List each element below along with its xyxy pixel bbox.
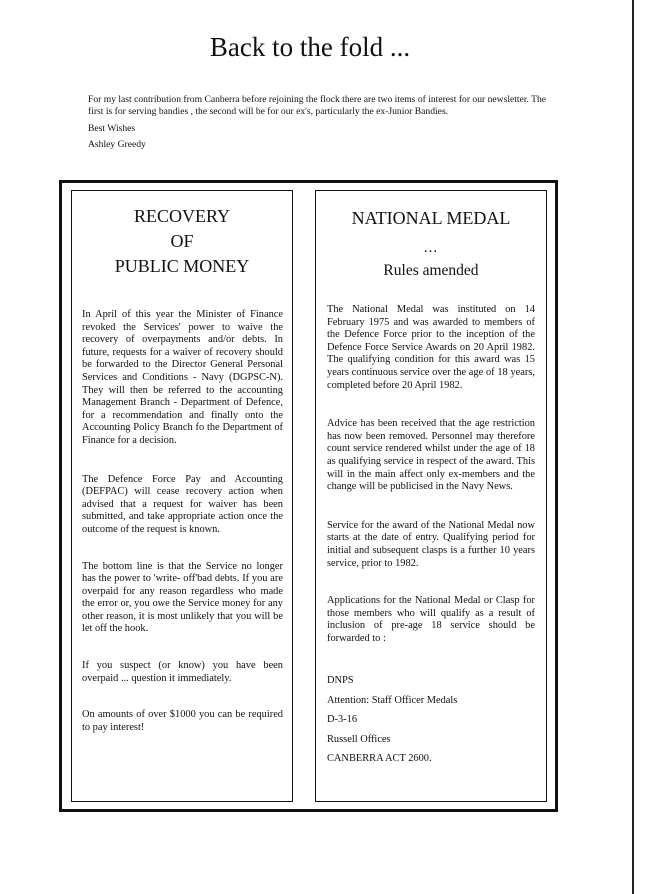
- recovery-paragraph: In April of this year the Minister of Finance revoked the Services' power to waive the recovery of overpayments and/or debts. In future, requests for a waiver of recovery should be forwarded to the Director General Personal Services and Conditions - Navy (DGPSC-N). They will then be referred to the accounting Management Branch - Department of Defence, for a recommendation and finally onto the Accounting Policy Branch fo the Department of Finance for a decision.: [82, 309, 283, 446]
- national-medal-body: [316, 304, 546, 645]
- national-medal-heading: NATIONAL MEDAL: [351, 208, 511, 228]
- national-medal-paragraph: Service for the award of the National Medal now starts at the date of entry. Qualifying period for initial and subsequent clasps is a further 10 years service, prior to 1982.: [327, 519, 535, 569]
- national-medal-paragraph: The National Medal was instituted on 14 February 1975 and was awarded to members of the Defence Force prior to the inception of the Defence Force Service Awards on 20 April 1982. The qualifying condition for this award was 15 years continuous service over the age of 18 years, completed before 20 April 1982.: [327, 304, 535, 391]
- recovery-article: [71, 190, 293, 802]
- address-line: D-3-16: [327, 714, 358, 726]
- recovery-paragraph: The Defence Force Pay and Accounting (DEFPAC) will cease recovery action when advised that a request for waiver has been submitted, and take appropriate action once the outcome of the request is known.: [82, 473, 283, 535]
- intro-section: [88, 94, 558, 155]
- national-medal-paragraph: Applications for the National Medal or Clasp for those members who will qualify as a result of inclusion of pre-age 18 service should be forwarded to :: [327, 595, 535, 644]
- heading-separator-dots: ...: [423, 240, 439, 256]
- intro-paragraph: For my last contribution from Canberra before rejoining the flock there are two items of interest for our newsletter. The first is for serving bandies , the second will be for our ex's, particularly the ex-Junior Bandies.: [88, 94, 547, 117]
- recovery-paragraph: The bottom line is that the Service no longer has the power to 'write- off'bad debts. If you are overpaid for any reason regardless who made the error or, you owe the Service money for any other reason, it is most unlikely that you will be let off the hook.: [82, 560, 283, 635]
- recovery-paragraph: On amounts of over $1000 you can be required to pay interest!: [82, 709, 283, 733]
- national-medal-subheading: Rules amended: [383, 262, 479, 279]
- recovery-heading-line: RECOVERY: [133, 206, 230, 226]
- page-edge-line: [632, 0, 634, 894]
- address-line: Attention: Staff Officer Medals: [327, 694, 458, 706]
- address-line: Russell Offices: [327, 733, 391, 745]
- recovery-heading-line: OF: [170, 231, 194, 251]
- national-medal-paragraph: Advice has been received that the age restriction has now been removed. Personnel may therefore count service rendered whilst under the age of 18 as qualifying service in respect of the award. This will in the main affect only ex-members and the change will be publicised in the Navy News.: [327, 418, 535, 493]
- page-title: Back to the fold ...: [209, 32, 411, 62]
- recovery-paragraph: If you suspect (or know) you have been overpaid ... question it immediately.: [82, 660, 283, 684]
- recovery-heading-line: PUBLIC MONEY: [114, 256, 250, 276]
- recovery-heading: [72, 204, 292, 279]
- recovery-body: [72, 309, 292, 734]
- intro-closing: Best Wishes: [88, 123, 136, 134]
- address-line: CANBERRA ACT 2600.: [327, 753, 432, 765]
- address-line: DNPS: [327, 675, 354, 687]
- mailing-address: [316, 671, 546, 768]
- national-medal-article: [315, 190, 547, 802]
- intro-author: Ashley Greedy: [88, 139, 146, 150]
